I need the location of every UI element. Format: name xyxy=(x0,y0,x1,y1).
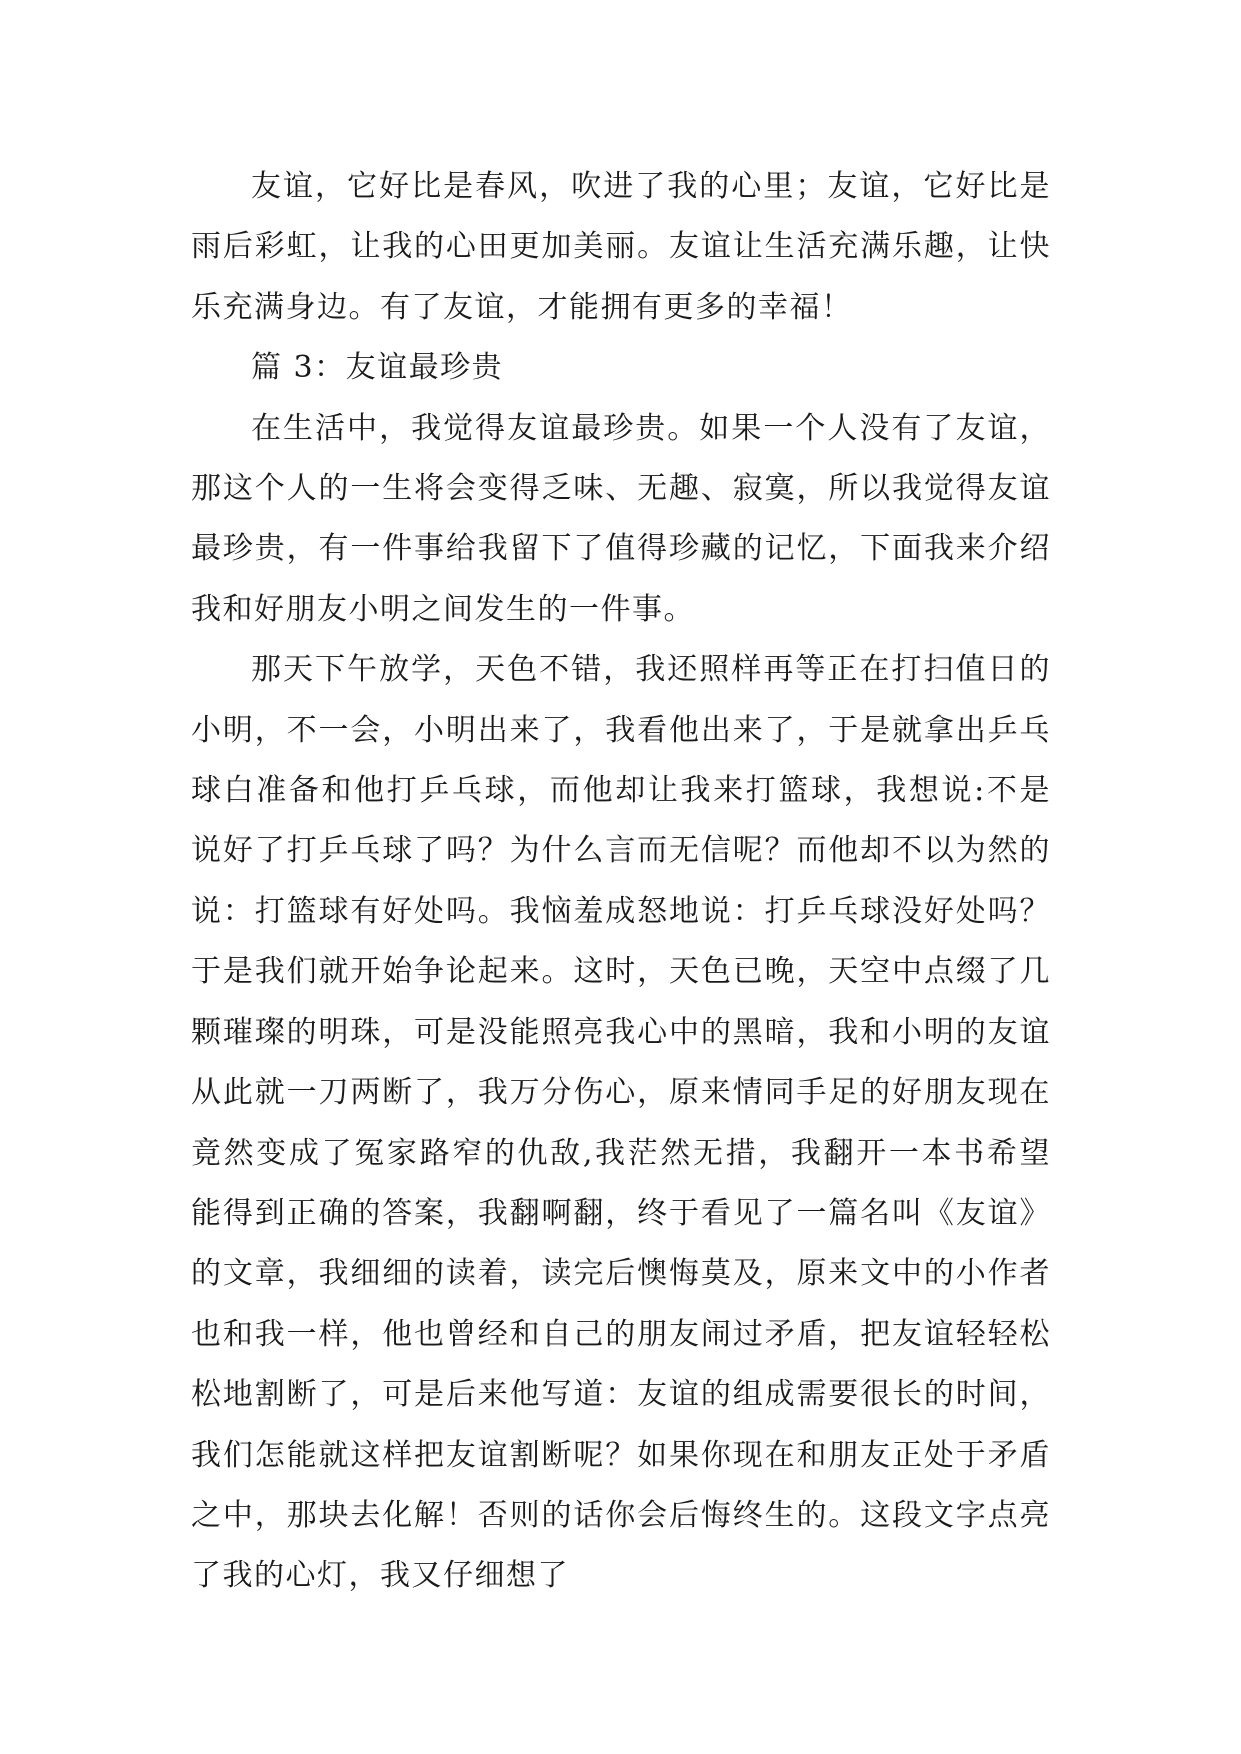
paragraph-story: 那天下午放学，天色不错，我还照样再等正在打扫值日的小明，不一会，小明出来了，我看他出来了，于是就拿出乒乓球白准备和他打乒乓球，而他却让我来打篮球，我想说:不是说好了打乒乓球了吗？为什么言而无信呢？而他却不以为然的说：打篮球有好处吗。我恼羞成怒地说：打乒乓球没好处吗？于是我们就开始争论起来。这时，天色已晚，天空中点缀了几颗璀璨的明珠，可是没能照亮我心中的黑暗，我和小明的友谊从此就一刀两断了，我万分伤心，原来情同手足的好朋友现在竟然变成了冤家路窄的仇敌,我茫然无措，我翻开一本书希望能得到正确的答案，我翻啊翻，终于看见了一篇名叫《友谊》的文章，我细细的读着，读完后懊悔莫及，原来文中的小作者也和我一样，他也曾经和自己的朋友闹过矛盾，把友谊轻轻松松地割断了，可是后来他写道：友谊的组成需要很长的时间，我们怎能就这样把友谊割断呢？如果你现在和朋友正处于矛盾之中，那块去化解！否则的话你会后悔终生的。这段文字点亮了我的心灯，我又仔细想了 xyxy=(191,652,1051,1594)
section-heading: 篇 3：友谊最珍贵 xyxy=(251,350,504,386)
paragraph-friendship-metaphor: 友谊，它好比是春风，吹进了我的心里；友谊，它好比是雨后彩虹，让我的心田更加美丽。友谊让生活充满乐趣，让快乐充满身边。有了友谊，才能拥有更多的幸福！ xyxy=(191,169,1051,325)
document-body xyxy=(191,157,1051,1607)
paragraph-intro: 在生活中，我觉得友谊最珍贵。如果一个人没有了友谊，那这个人的一生将会变得乏味、无趣、寂寞，所以我觉得友谊最珍贵，有一件事给我留下了值得珍藏的记忆，下面我来介绍我和好朋友小明之间发生的一件事。 xyxy=(191,410,1051,627)
